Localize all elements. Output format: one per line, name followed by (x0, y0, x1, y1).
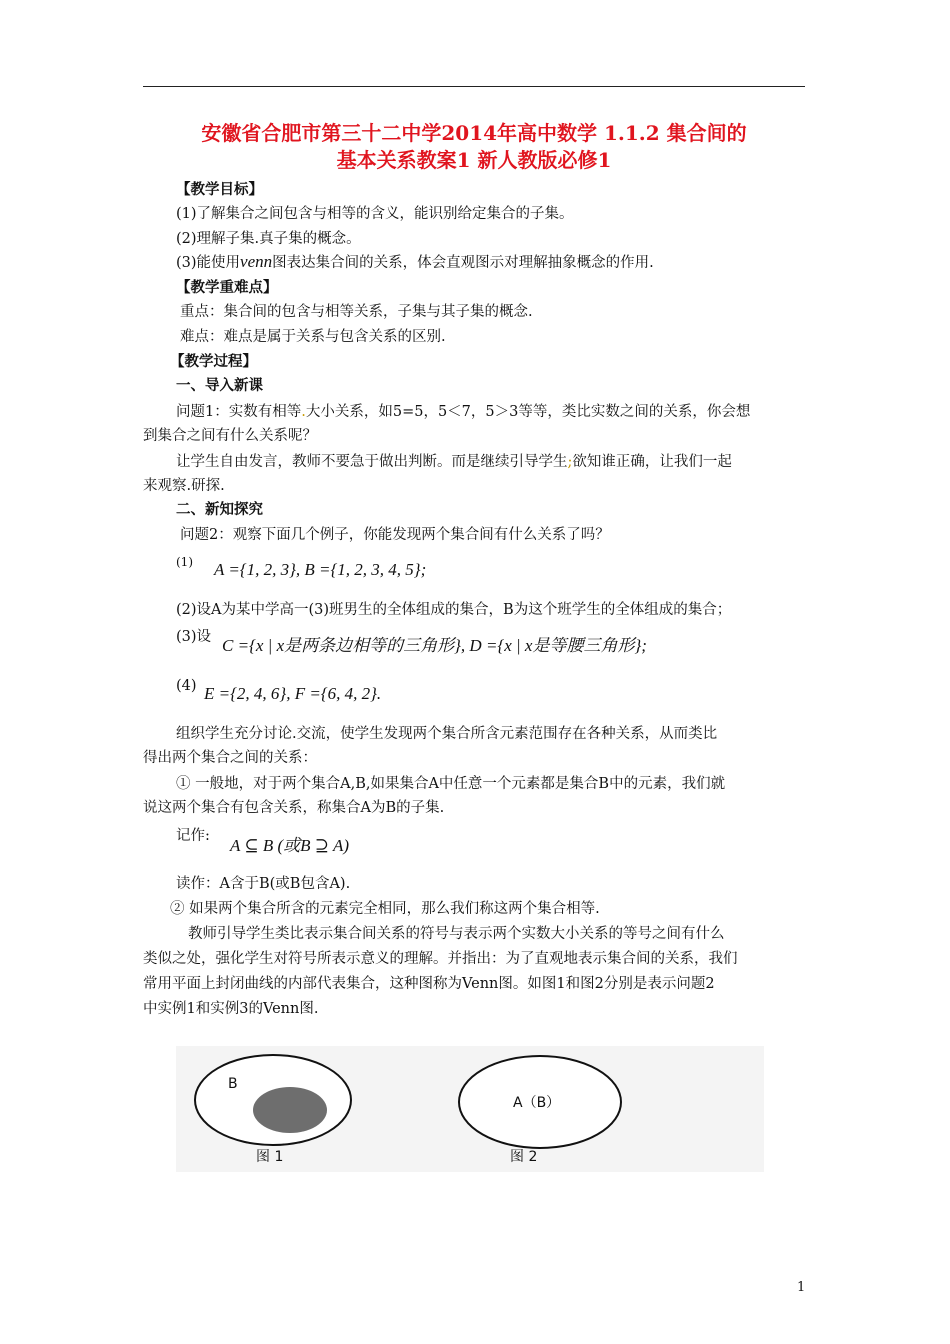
paragraph-3-line3: 常用平面上封闭曲线的内部代表集合，这种图称为Venn图。如图1和图2分别是表示问题2 (143, 976, 715, 992)
question-1-mark: . (301, 404, 306, 420)
example-1-number: (1) (176, 555, 193, 569)
keypoint-difficulty: 难点：难点是属于关系与包含关系的区别. (180, 329, 446, 345)
definition-1-line2: 说这两个集合有包含关系，称集合A为B的子集. (143, 800, 445, 816)
objective-2: (2)理解子集.真子集的概念。 (176, 231, 361, 247)
paragraph-1-part-b: 欲知谁正确，让我们一起 (572, 454, 732, 470)
venn-1-inner-set (253, 1087, 327, 1133)
question-2: 问题2：观察下面几个例子，你能发现两个集合间有什么关系了吗？ (180, 527, 610, 543)
paragraph-1-line2: 来观察.研探. (143, 478, 225, 494)
notation-label: 记作: (176, 828, 210, 844)
keypoints-heading: 【教学重难点】 (176, 279, 278, 296)
paragraph-3-line4: 中实例1和实例3的Venn图. (143, 1001, 319, 1017)
paragraph-2-line1: 组织学生充分讨论.交流，使学生发现两个集合所含元素范围存在各种关系，从而类比 (176, 726, 718, 742)
example-3-number: (3)设 (176, 629, 212, 645)
definition-2: ② 如果两个集合所含的元素完全相同，那么我们称这两个集合相等. (170, 901, 600, 917)
example-4-number: (4) (176, 678, 197, 694)
question-1-line1 (176, 402, 750, 422)
page-number: 1 (797, 1280, 806, 1295)
example-2: (2)设A为某中学高一(3)班男生的全体组成的集合，B为这个班学生的全体组成的集合； (176, 602, 732, 618)
figure-1-caption: 图 1 (256, 1149, 284, 1165)
section-1-heading: 一、导入新课 (176, 377, 263, 394)
objective-3-venn: venn (240, 252, 273, 271)
objectives-heading: 【教学目标】 (176, 181, 263, 198)
question-1-line2: 到集合之间有什么关系呢？ (143, 428, 317, 444)
objective-3-prefix: (3)能使用 (176, 255, 241, 271)
keypoint-focus: 重点：集合间的包含与相等关系，子集与其子集的概念. (180, 304, 533, 320)
objective-3 (176, 252, 654, 273)
paragraph-2-line2: 得出两个集合之间的关系： (143, 750, 317, 766)
read-as: 读作：A含于B(或B包含A). (176, 876, 351, 892)
venn-figure (176, 1046, 764, 1172)
example-4-math: E ={2, 4, 6}, F ={6, 4, 2}. (204, 684, 382, 703)
section-2-heading: 二、新知探究 (176, 501, 263, 518)
paragraph-1-part-a: 让学生自由发言，教师不要急于做出判断。而是继续引导学生 (176, 454, 568, 470)
example-3-math: C ={x | x是两条边相等的三角形}, D ={x | x是等腰三角形}; (222, 636, 647, 655)
venn-2-set-label: A（B） (513, 1095, 561, 1111)
objective-3-suffix: 图表达集合间的关系，体会直观图示对理解抽象概念的作用. (272, 255, 654, 271)
paragraph-1-mark: ; (567, 454, 573, 470)
venn-1-set-label: B (228, 1076, 238, 1092)
figure-2-caption: 图 2 (510, 1149, 538, 1165)
objective-1: (1)了解集合之间包含与相等的含义，能识别给定集合的子集。 (176, 206, 574, 222)
notation-math: A ⊆ B (或B ⊇ A) (230, 836, 349, 855)
paragraph-3-line1: 教师引导学生类比表示集合间关系的符号与表示两个实数大小关系的等号之间有什么 (188, 926, 725, 942)
definition-1-line1: ① 一般地，对于两个集合A,B,如果集合A中任意一个元素都是集合B中的元素，我们就 (176, 776, 726, 792)
example-1-math: A ={1, 2, 3}, B ={1, 2, 3, 4, 5}; (214, 560, 427, 579)
document-title-line1: 安徽省合肥市第三十二中学2014年高中数学 1.1.2 集合间的 (201, 121, 747, 145)
question-1-part-a: 问题1：实数有相等 (176, 404, 302, 420)
paragraph-1-line1 (176, 452, 732, 472)
document-title-line2: 基本关系教案1 新人教版必修1 (336, 148, 612, 172)
process-heading: 【教学过程】 (170, 353, 257, 370)
paragraph-3-line2: 类似之处，强化学生对符号所表示意义的理解。并指出：为了直观地表示集合间的关系，我们 (143, 951, 738, 967)
header-rule (143, 86, 805, 87)
question-1-part-b: 大小关系，如5=5，5＜7，5＞3等等，类比实数之间的关系，你会想 (305, 404, 751, 420)
